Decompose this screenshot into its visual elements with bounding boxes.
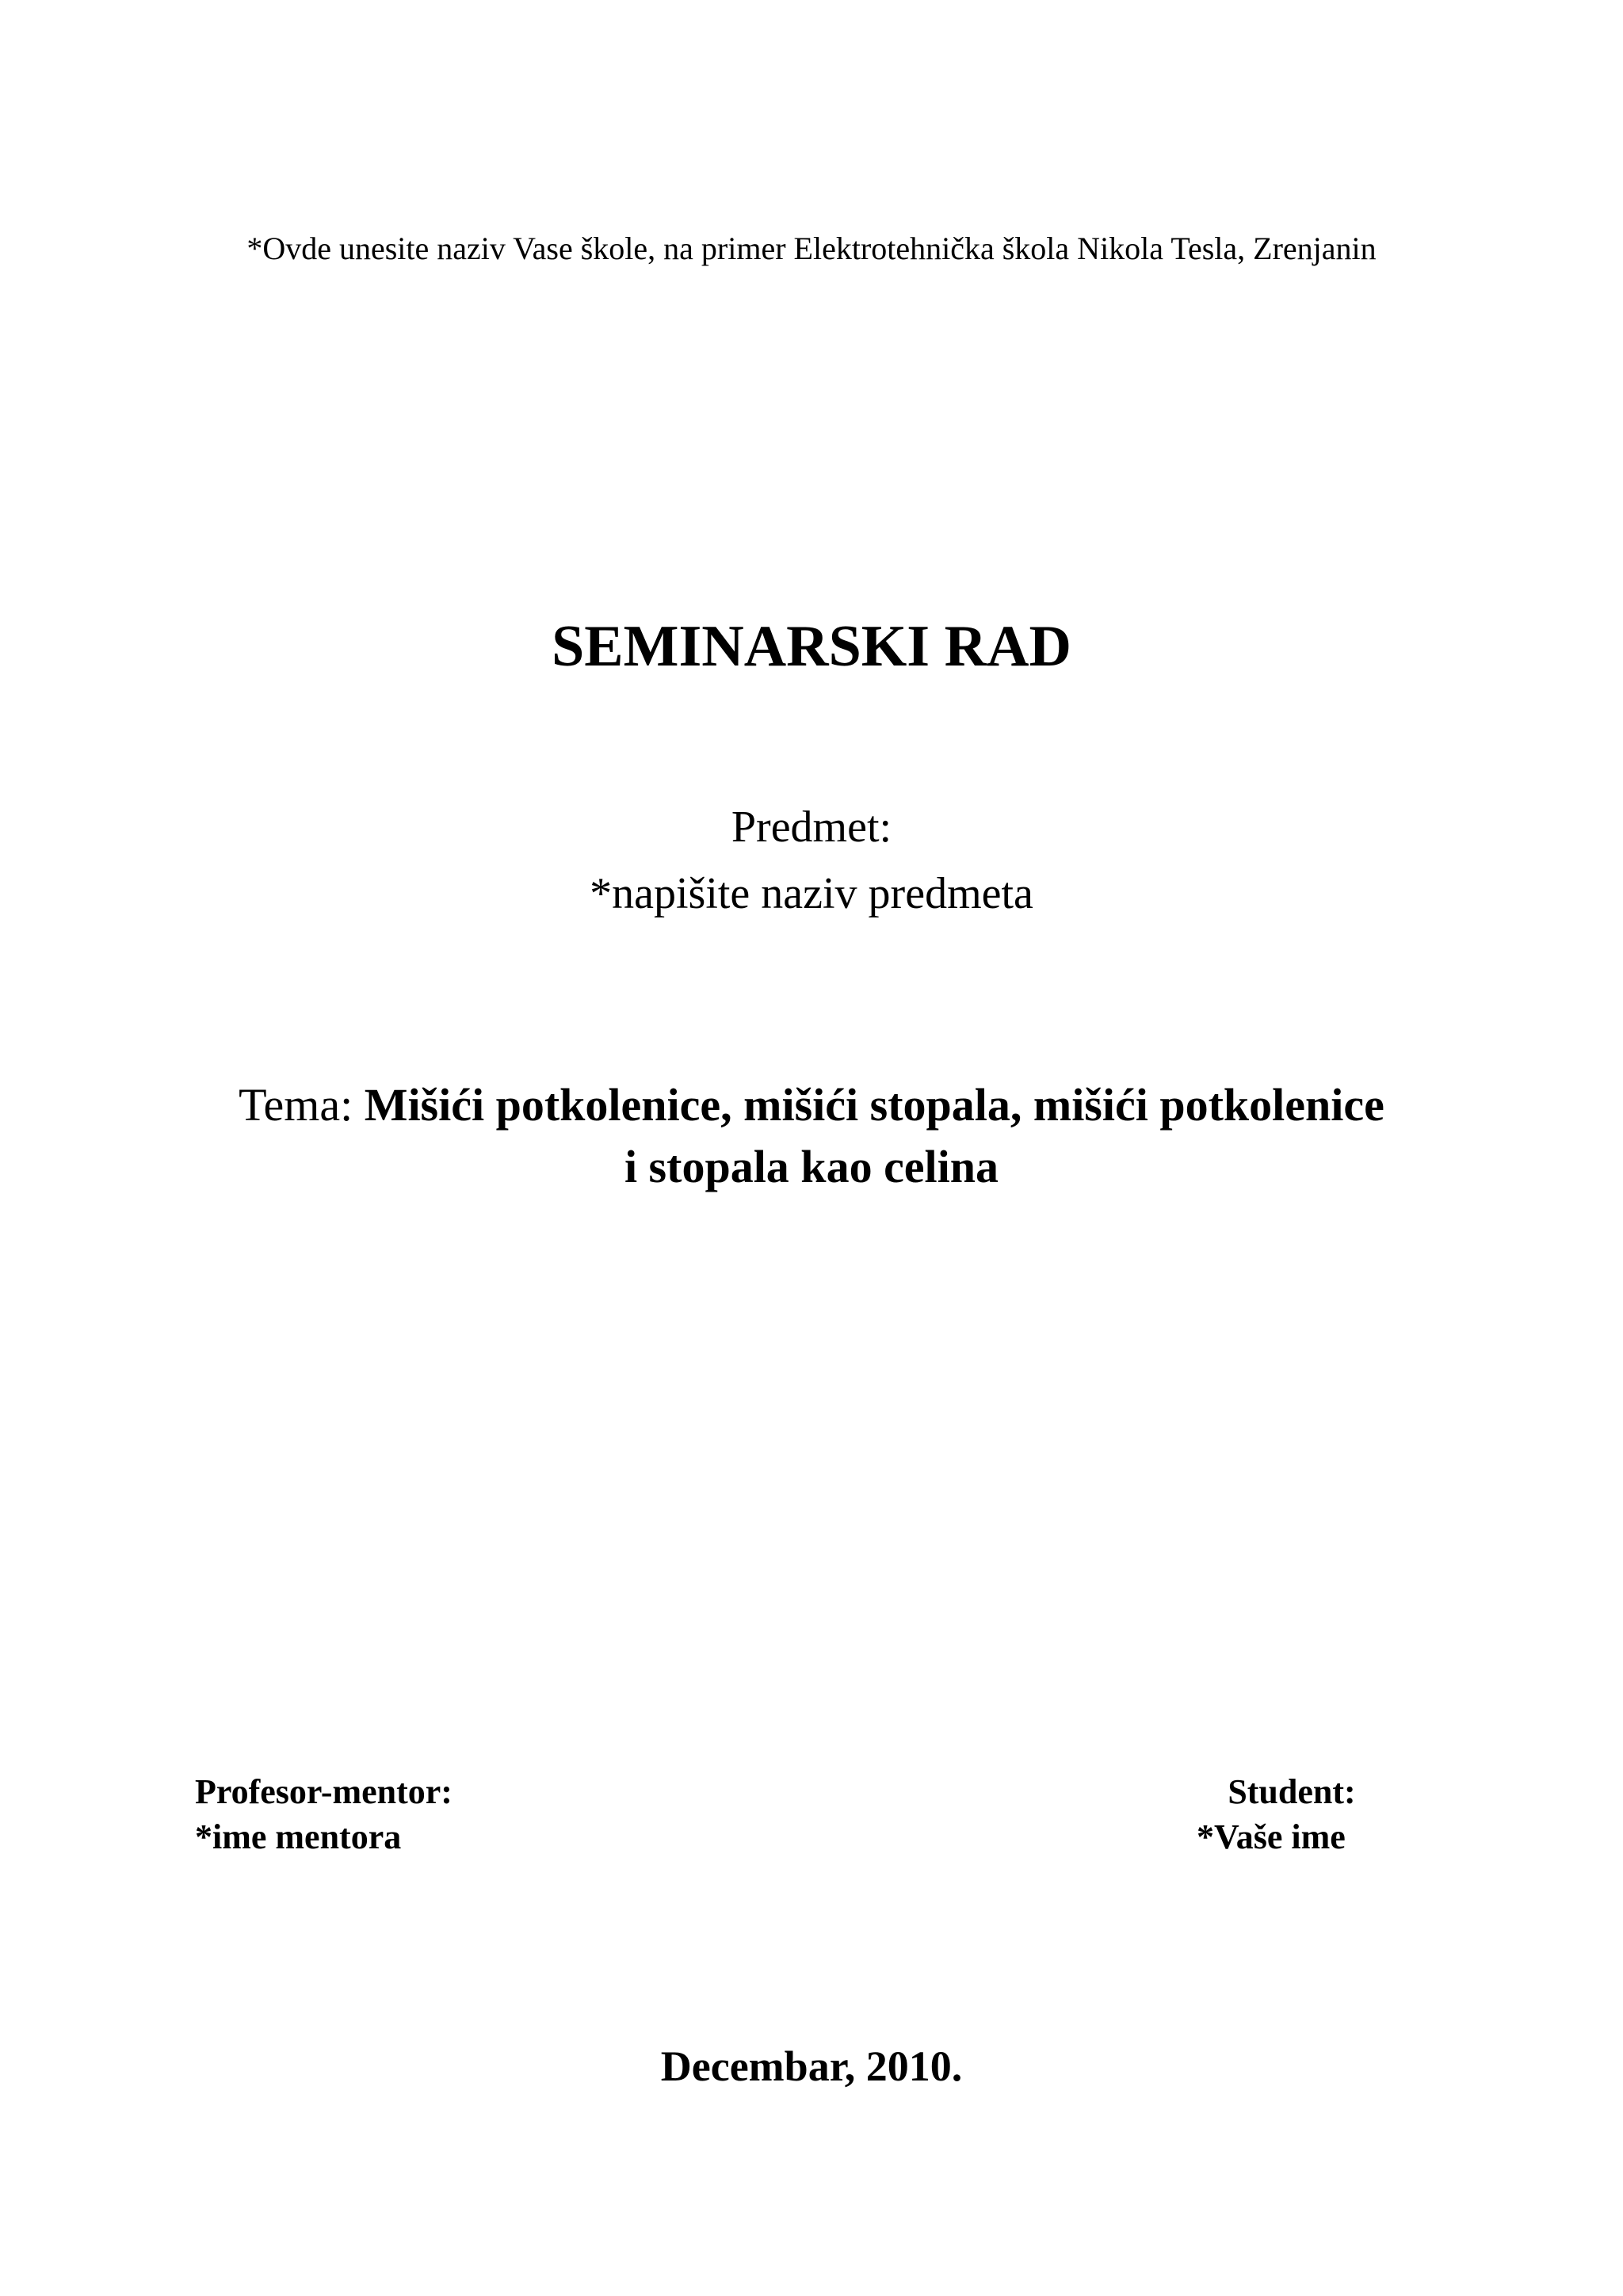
mentor-block [195, 1769, 453, 1859]
student-block [1197, 1769, 1387, 1859]
theme-line-1 [0, 1074, 1623, 1136]
mentor-name: *ime mentora [195, 1817, 402, 1856]
theme-title-part-2: i stopala kao celina [624, 1141, 999, 1192]
school-name-placeholder: *Ovde unesite naziv Vase škole, na primer Elektrotehnička škola Nikola Tesla, Zrenjanin [246, 231, 1377, 266]
document-date: Decembar, 2010. [660, 2042, 963, 2090]
mentor-label: Profesor-mentor: [195, 1772, 453, 1811]
theme-label: Tema: [239, 1079, 365, 1131]
subject-value: *napišite naziv predmeta [590, 869, 1033, 918]
student-label: Student: [1228, 1772, 1356, 1811]
document-title: SEMINARSKI RAD [552, 614, 1071, 679]
theme-title-part-1: Mišići potkolenice, mišići stopala, mišići potkolenice [364, 1079, 1384, 1131]
theme-block [0, 1074, 1623, 1198]
subject-label: Predmet: [731, 803, 892, 852]
student-name: *Vaše ime [1197, 1817, 1346, 1856]
subject-block [0, 794, 1623, 927]
